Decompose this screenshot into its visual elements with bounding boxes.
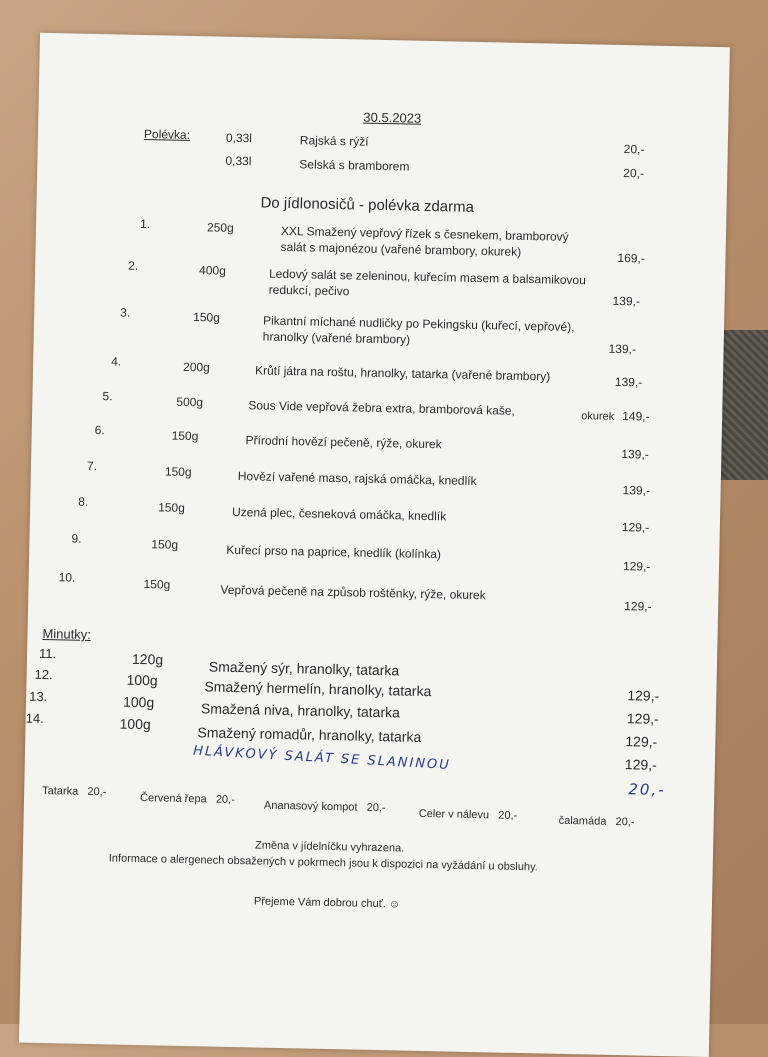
dish-4-weight: 200g xyxy=(182,359,210,375)
dish-8-num: 8. xyxy=(78,494,89,509)
minutka-13-num: 13. xyxy=(29,688,48,705)
dish-1-price: 169,- xyxy=(617,250,645,266)
dish-7-price: 139,- xyxy=(622,483,651,498)
dish-9-weight: 150g xyxy=(151,537,179,552)
dish-2-price: 139,- xyxy=(612,293,641,309)
placemat-corner xyxy=(718,330,768,480)
dish-5-weight: 500g xyxy=(176,394,204,410)
minutka-14-name: Smažený romadůr, hranolky, tatarka xyxy=(197,724,422,745)
dish-7-line1: Hovězí vařené maso, rajská omáčka, knedlík xyxy=(237,469,477,489)
soup-2-name: Selská s bramborem xyxy=(299,157,410,174)
dish-2-line1: Ledový salát se zeleninou, kuřecím masem a balsamikovou xyxy=(268,266,586,288)
menu-date: 30.5.2023 xyxy=(363,109,422,126)
minutka-12-num: 12. xyxy=(34,666,53,683)
side-calamada: čalamáda 20,- xyxy=(558,814,635,829)
dish-1-num: 1. xyxy=(139,216,151,232)
dish-7-weight: 150g xyxy=(164,464,192,480)
dish-5-num: 5. xyxy=(102,389,113,404)
dish-2-weight: 400g xyxy=(198,263,226,278)
soup-2-price: 20,- xyxy=(623,166,645,181)
menu-sheet xyxy=(19,33,730,1057)
minutka-13-price: 129,- xyxy=(626,710,659,727)
dish-5-line2: okurek xyxy=(581,410,615,423)
minutka-11-num: 11. xyxy=(38,645,57,662)
soup-1-name: Rajská s rýží xyxy=(299,133,369,149)
minutka-11-price: 129,- xyxy=(624,756,657,773)
soup-2-portion: 0,33l xyxy=(225,153,252,169)
soup-1-portion: 0,33l xyxy=(225,130,253,146)
side-ananasovy-kompot: Ananasový kompot 20,- xyxy=(263,799,386,815)
dish-5-price: 149,- xyxy=(622,409,650,424)
dish-9-price: 129,- xyxy=(622,559,651,574)
dish-8-weight: 150g xyxy=(158,500,186,515)
side-celer: Celer v nálevu 20,- xyxy=(418,807,518,822)
takeaway-heading: Do jídlonosičů - polévka zdarma xyxy=(260,194,475,216)
dish-10-num: 10. xyxy=(58,570,76,585)
dish-4-line1: Krůtí játra na roštu, hranolky, tatarka (vařené brambory) xyxy=(254,363,551,384)
minutka-12-weight: 100g xyxy=(126,671,158,689)
dish-5-line1: Sous Vide vepřová žebra extra, bramborová kaše, xyxy=(248,398,516,418)
minutka-12-name: Smažený hermelín, hranolky, tatarka xyxy=(204,678,432,700)
dish-6-line1: Přírodní hovězí pečeně, rýže, okurek xyxy=(245,433,442,452)
dish-6-weight: 150g xyxy=(171,428,199,444)
dish-3-line1: Pikantní míchané nudličky po Pekingsku (kuřecí, vepřové), xyxy=(262,313,575,335)
minutka-14-weight: 100g xyxy=(119,715,151,733)
dish-3-price: 139,- xyxy=(608,341,637,357)
dish-3-weight: 150g xyxy=(193,310,220,325)
side-tatarka: Tatarka 20,- xyxy=(42,784,107,799)
handwritten-salad-price: 20,- xyxy=(628,780,666,800)
dish-10-line1: Vepřová pečeně na způsob roštěnky, rýže, okurek xyxy=(220,582,486,603)
dish-6-price: 139,- xyxy=(621,447,649,462)
dish-4-price: 139,- xyxy=(614,374,643,390)
dish-2-num: 2. xyxy=(128,258,139,273)
dish-3-line2: hranolky (vařené brambory) xyxy=(262,329,411,347)
minutka-11-name: Smažený sýr, hranolky, tatarka xyxy=(208,658,400,679)
dish-4-num: 4. xyxy=(111,354,122,369)
dish-10-price: 129,- xyxy=(624,599,652,614)
dish-8-line1: Uzená plec, česneková omáčka, knedlík xyxy=(231,504,447,524)
dish-6-num: 6. xyxy=(94,423,105,438)
side-cervena-repa: Červená řepa 20,- xyxy=(139,792,235,807)
handwritten-salad: HLÁVKOVÝ SALÁT SE SLANINOU xyxy=(192,743,452,774)
footer-bon-appetit: Přejeme Vám dobrou chuť. ☺ xyxy=(253,895,401,911)
dish-1-line1: XXL Smažený vepřový řízek s česnekem, bramborový xyxy=(280,223,569,244)
minutka-12-price: 129,- xyxy=(627,687,660,704)
soup-1-price: 20,- xyxy=(623,142,645,157)
minutka-14-num: 14. xyxy=(25,710,44,727)
minutky-label: Minutky: xyxy=(42,625,92,642)
minutka-13-name: Smažená niva, hranolky, tatarka xyxy=(200,700,401,721)
footer-allergen-info: Informace o alergenech obsažených v pokrmech jsou k dispozici na vyžádání u obsluhy. xyxy=(108,852,538,874)
dish-2-line2: redukcí, pečivo xyxy=(268,282,350,299)
dish-9-line1: Kuřecí prso na paprice, knedlík (kolínka) xyxy=(226,542,442,562)
minutka-11-weight: 120g xyxy=(131,650,164,668)
dish-7-num: 7. xyxy=(86,458,98,474)
dish-8-price: 129,- xyxy=(621,520,650,535)
minutka-13-weight: 100g xyxy=(122,693,155,711)
minutka-14-price: 129,- xyxy=(625,733,658,750)
dish-10-weight: 150g xyxy=(143,577,171,592)
dish-1-line2: salát s majonézou (vařené brambory, okurek) xyxy=(280,239,522,259)
footer-change-notice: Změna v jídelníčku vyhrazena. xyxy=(254,839,405,855)
dish-3-num: 3. xyxy=(120,305,131,320)
dish-1-weight: 250g xyxy=(206,220,234,235)
dish-9-num: 9. xyxy=(71,531,82,546)
soup-label: Polévka: xyxy=(143,126,191,142)
